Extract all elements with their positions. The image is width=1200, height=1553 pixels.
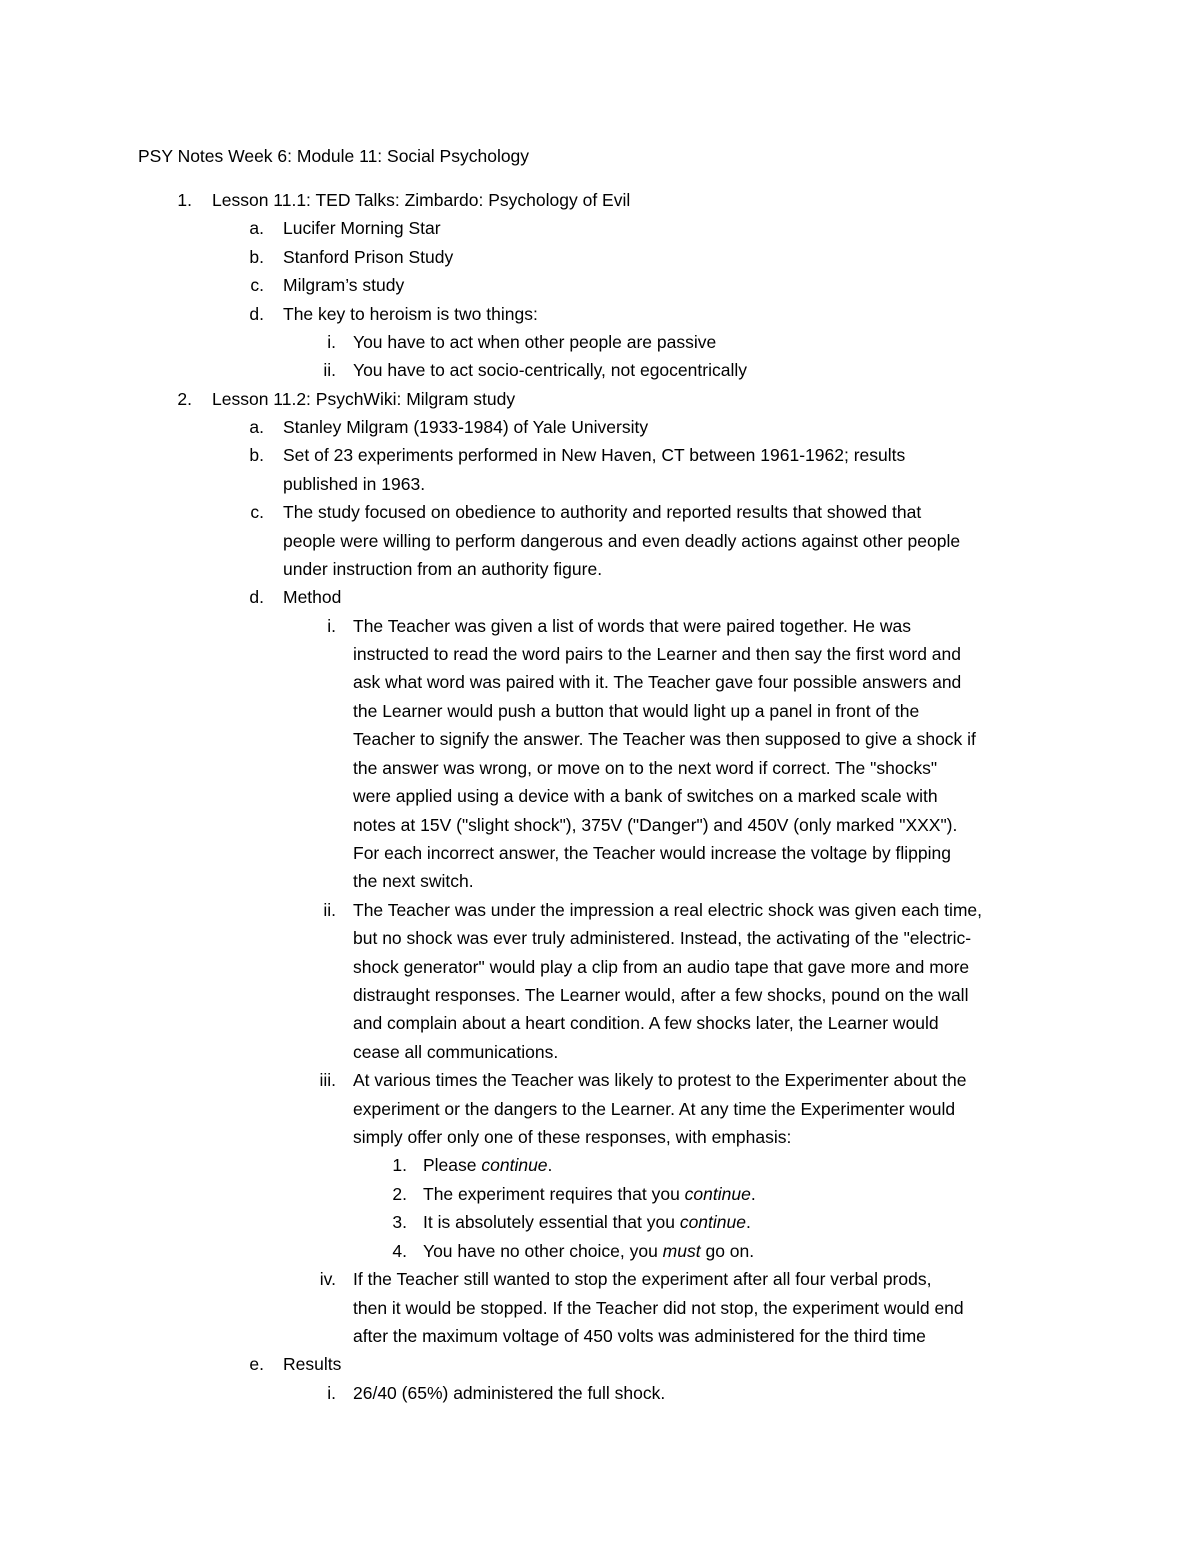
prod-emphasis: continue [684,1184,751,1204]
page-title: PSY Notes Week 6: Module 11: Social Psychology [138,146,530,166]
prod-text: Please [423,1155,482,1175]
list-item: The key to heroism is two things: [283,304,538,324]
list-item-line: under instruction from an authority figure. [283,559,603,579]
list-marker: a. [249,417,264,437]
list-item-line: shock generator" would play a clip from an audio tape that gave more and more [353,957,970,977]
list-item: Stanley Milgram (1933-1984) of Yale University [283,417,649,437]
list-item-line: notes at 15V ("slight shock"), 375V ("Danger") and 450V (only marked "XXX"). [353,815,958,835]
prod-item [423,1237,754,1265]
list-item-line: The Teacher was given a list of words that were paired together. He was [353,616,912,636]
list-item: Milgram’s study [283,275,405,295]
list-marker: iv. [319,1269,336,1289]
prod-text: . [547,1155,553,1175]
list-item-line: simply offer only one of these responses, with emphasis: [353,1127,792,1147]
list-marker: b. [249,247,264,267]
list-item: 26/40 (65%) administered the full shock. [353,1383,666,1403]
list-marker: e. [249,1354,264,1374]
prod-text: You have no other choice, you [423,1241,663,1261]
list-marker: d. [249,304,264,324]
list-marker: 3. [392,1212,407,1232]
list-item: Method [283,587,342,607]
list-item-line: were applied using a device with a bank of switches on a marked scale with [353,786,938,806]
list-item-line: published in 1963. [283,474,426,494]
list-marker: c. [250,502,264,522]
list-marker: iii. [319,1070,336,1090]
list-marker: 2. [392,1184,407,1204]
list-item: Stanford Prison Study [283,247,454,267]
prod-item [423,1151,552,1179]
lesson-heading: Lesson 11.1: TED Talks: Zimbardo: Psychology of Evil [212,190,631,210]
list-item-line: experiment or the dangers to the Learner. At any time the Experimenter would [353,1099,956,1119]
list-item-line: and complain about a heart condition. A few shocks later, the Learner would [353,1013,939,1033]
list-item-line: Set of 23 experiments performed in New Haven, CT between 1961-1962; results [283,445,906,465]
list-item-line: At various times the Teacher was likely to protest to the Experimenter about the [353,1070,967,1090]
list-marker: 1. [177,190,192,210]
list-item: You have to act socio-centrically, not egocentrically [353,360,747,380]
prod-emphasis: must [662,1241,701,1261]
list-marker: ii. [323,900,336,920]
list-item-line: ask what word was paired with it. The Teacher gave four possible answers and [353,672,962,692]
list-marker: i. [327,616,336,636]
list-item-line: Teacher to signify the answer. The Teacher was then supposed to give a shock if [353,729,976,749]
list-item-line: people were willing to perform dangerous and even deadly actions against other people [283,531,961,551]
list-item-line: the next switch. [353,871,474,891]
list-marker: 2. [177,389,192,409]
prod-item [423,1208,751,1236]
list-item: Results [283,1354,342,1374]
list-item: Lucifer Morning Star [283,218,441,238]
list-item-line: For each incorrect answer, the Teacher would increase the voltage by flipping [353,843,951,863]
lesson-heading: Lesson 11.2: PsychWiki: Milgram study [212,389,516,409]
prod-emphasis: continue [679,1212,746,1232]
prod-text: The experiment requires that you [423,1184,685,1204]
list-item-line: the answer was wrong, or move on to the next word if correct. The "shocks" [353,758,938,778]
list-item-line: distraught responses. The Learner would, after a few shocks, pound on the wall [353,985,969,1005]
list-item-line: instructed to read the word pairs to the Learner and then say the first word and [353,644,961,664]
list-item-line: but no shock was ever truly administered. Instead, the activating of the "electric- [353,928,972,948]
list-marker: b. [249,445,264,465]
list-marker: d. [249,587,264,607]
prod-emphasis: continue [481,1155,548,1175]
list-marker: 1. [392,1155,407,1175]
list-item-line: The Teacher was under the impression a real electric shock was given each time, [353,900,983,920]
list-marker: c. [250,275,264,295]
list-item-line: The study focused on obedience to authority and reported results that showed that [283,502,922,522]
list-item: You have to act when other people are passive [353,332,717,352]
list-marker: i. [327,1383,336,1403]
list-item-line: then it would be stopped. If the Teacher did not stop, the experiment would end [353,1298,964,1318]
list-marker: ii. [323,360,336,380]
list-marker: a. [249,218,264,238]
prod-text: . [750,1184,756,1204]
list-item-line: the Learner would push a button that would light up a panel in front of the [353,701,920,721]
list-item-line: If the Teacher still wanted to stop the experiment after all four verbal prods, [353,1269,932,1289]
list-marker: i. [327,332,336,352]
list-item-line: after the maximum voltage of 450 volts was administered for the third time [353,1326,926,1346]
prod-text: It is absolutely essential that you [423,1212,680,1232]
list-item-line: cease all communications. [353,1042,559,1062]
prod-text: go on. [700,1241,755,1261]
prod-item [423,1180,756,1208]
list-marker: 4. [392,1241,407,1261]
prod-text: . [745,1212,751,1232]
